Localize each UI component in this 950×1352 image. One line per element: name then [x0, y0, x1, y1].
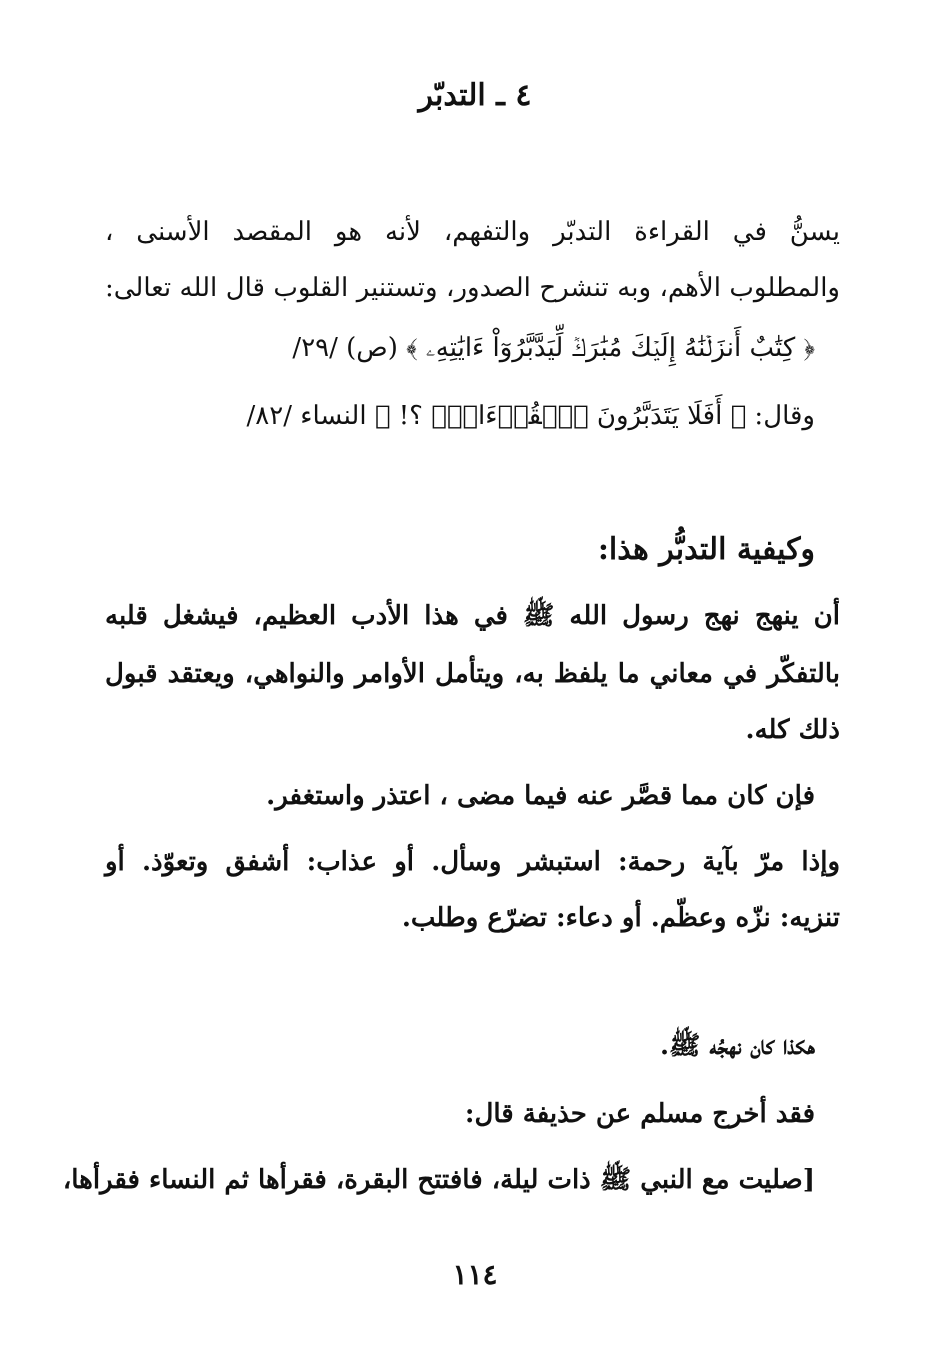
quran-verse-nisa: وقال: ﴿ أَفَلَا يَتَدَبَّرُونَ ٱلۡقُرۡءَانَۚ ؟! ﴾ النساء /٨٢/	[246, 401, 815, 431]
paragraph-2-line-1: أن ينهج نهج رسول الله ﷺ في هذا الأدب العظيم، فيشغل قلبه	[105, 601, 840, 631]
paragraph-3: فإن كان مما قصَّر عنه فيما مضى ، اعتذر واستغفر.	[266, 781, 815, 811]
section-subheading: وكيفية التدبُّر هذا:	[597, 532, 815, 567]
paragraph-6: فقد أخرج مسلم عن حذيفة قال:	[464, 1099, 815, 1129]
paragraph-1-line-1: يسنُّ في القراءة التدبّر والتفهم، لأنه هو المقصد الأسنى ،	[105, 217, 840, 247]
paragraph-2-line-2: بالتفكّر في معاني ما يلفظ به، ويتأمل الأوامر والنواهي، ويعتقد قبول	[105, 659, 840, 689]
page-number: ١١٤	[452, 1258, 498, 1291]
paragraph-4-line-2: تنزيه: نزّه وعظّم. أو دعاء: تضرّع وطلب.	[401, 903, 840, 933]
paragraph-7: [صليت مع النبي ﷺ ذات ليلة، فافتتح البقرة، فقرأها ثم النساء فقرأها،	[62, 1165, 815, 1195]
paragraph-1-line-2: والمطلوب الأهم، وبه تنشرح الصدور، وتستنير القلوب قال الله تعالى:	[105, 273, 840, 303]
chapter-title: ٤ ـ التدبّر	[418, 78, 532, 113]
quran-verse-saad: ﴿ كِتَٰبٌ أَنزَلۡنَٰهُ إِلَيۡكَ مُبَٰرَكٞ لِّيَدَّبَّرُوٓاْ ءَايَٰتِهِۦ ﴾ (ص) /٢٩/	[292, 333, 815, 363]
paragraph-4-line-1: وإذا مرّ بآية رحمة: استبشر وسأل. أو عذاب: أشفق وتعوّذ. أو	[105, 847, 840, 877]
paragraph-2-line-3: ذلك كله.	[745, 715, 840, 745]
paragraph-5: هكذا كان نهجُه ﷺ.	[659, 1031, 815, 1061]
